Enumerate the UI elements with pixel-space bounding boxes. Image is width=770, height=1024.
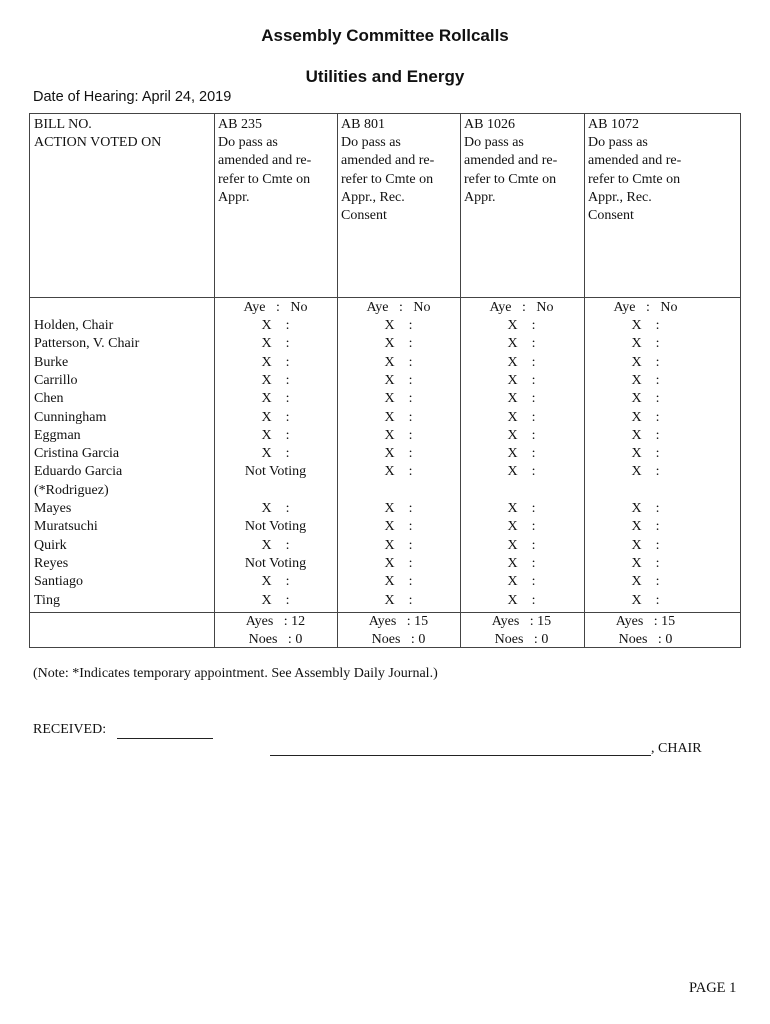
vote-cell: X : xyxy=(384,555,413,571)
vote-cell: X : xyxy=(261,391,290,407)
vote-cell: X : xyxy=(261,574,290,590)
row-divider xyxy=(30,297,740,298)
vote-cell: X : xyxy=(507,574,536,590)
vote-cell: X : xyxy=(631,372,660,388)
member-name: Burke xyxy=(34,354,69,370)
action-voted-on-label: ACTION VOTED ON xyxy=(34,135,162,150)
vote-cell: X : xyxy=(384,391,413,407)
ayes-total: Ayes : 15 xyxy=(368,614,429,629)
ayes-total: Ayes : 15 xyxy=(491,614,552,629)
vote-cell: X : xyxy=(631,427,660,443)
vote-cell: X : xyxy=(261,409,290,425)
vote-cell: X : xyxy=(261,354,290,370)
vote-cell: X : xyxy=(507,318,536,333)
member-name: Santiago xyxy=(34,574,83,590)
action-text-line: refer to Cmte on xyxy=(218,171,311,187)
action-text-line: Appr., Rec. xyxy=(588,189,652,205)
vote-cell: X : xyxy=(507,336,536,352)
vote-cell: X : xyxy=(384,336,413,352)
member-name: Quirk xyxy=(34,537,67,553)
member-name: Cunningham xyxy=(34,409,107,425)
vote-cell: X : xyxy=(631,336,660,352)
member-name: Holden, Chair xyxy=(34,318,114,333)
chair-signature-line xyxy=(270,755,651,756)
member-name: Ting xyxy=(34,592,60,608)
vote-cell: X : xyxy=(384,427,413,443)
vote-cell: X : xyxy=(261,336,290,352)
action-text-line: Appr. xyxy=(464,189,496,205)
bill-number: AB 1026 xyxy=(464,117,515,132)
hearing-date: Date of Hearing: April 24, 2019 xyxy=(33,89,232,105)
vote-cell: X : xyxy=(507,409,536,425)
vote-cell: X : xyxy=(631,318,660,333)
vote-cell: X : xyxy=(507,372,536,388)
vote-cell: Not Voting xyxy=(244,555,307,571)
received-signature-line xyxy=(117,738,213,739)
member-name: Cristina Garcia xyxy=(34,446,120,462)
vote-cell: X : xyxy=(261,592,290,608)
vote-cell: X : xyxy=(384,354,413,370)
member-name: Mayes xyxy=(34,501,72,516)
member-name: Chen xyxy=(34,391,64,407)
action-text-line: refer to Cmte on xyxy=(588,171,681,187)
vote-cell: X : xyxy=(631,555,660,571)
document-title: Assembly Committee Rollcalls xyxy=(261,26,509,45)
noes-total: Noes : 0 xyxy=(371,632,426,647)
vote-cell: X : xyxy=(631,409,660,425)
vote-cell: Not Voting xyxy=(244,519,307,535)
vote-cell: X : xyxy=(507,354,536,370)
committee-name: Utilities and Energy xyxy=(305,67,465,86)
action-text-line: refer to Cmte on xyxy=(341,171,434,187)
vote-cell: X : xyxy=(631,537,660,553)
vote-cell: X : xyxy=(507,592,536,608)
vote-cell: X : xyxy=(631,391,660,407)
ayes-total: Ayes : 12 xyxy=(245,614,306,629)
member-name: Patterson, V. Chair xyxy=(34,336,140,352)
vote-cell: Not Voting xyxy=(244,464,307,480)
action-text-line: amended and re- xyxy=(218,153,312,169)
vote-cell: X : xyxy=(507,464,536,480)
vote-cell: X : xyxy=(261,501,290,516)
vote-cell: X : xyxy=(384,464,413,480)
action-text-line: amended and re- xyxy=(341,153,435,169)
vote-cell: X : xyxy=(631,501,660,516)
vote-cell: X : xyxy=(631,464,660,480)
aye-no-header: Aye : No xyxy=(243,300,308,315)
action-text-line: Do pass as xyxy=(341,135,401,150)
vote-cell: X : xyxy=(631,519,660,535)
vote-cell: X : xyxy=(384,574,413,590)
action-text-line: Do pass as xyxy=(464,135,524,150)
temporary-appointment-note: (Note: *Indicates temporary appointment. See Assembly Daily Journal.) xyxy=(33,666,438,681)
action-text-line: amended and re- xyxy=(588,153,682,169)
vote-cell: X : xyxy=(261,537,290,553)
vote-cell: X : xyxy=(507,391,536,407)
action-text-line: amended and re- xyxy=(464,153,558,169)
vote-cell: X : xyxy=(507,537,536,553)
bill-number: AB 235 xyxy=(218,117,262,132)
vote-cell: X : xyxy=(384,592,413,608)
vote-cell: X : xyxy=(384,446,413,462)
vote-cell: X : xyxy=(507,446,536,462)
ayes-total: Ayes : 15 xyxy=(615,614,676,629)
vote-cell: X : xyxy=(507,501,536,516)
vote-cell: X : xyxy=(384,372,413,388)
vote-cell: X : xyxy=(384,501,413,516)
aye-no-header: Aye : No xyxy=(366,300,431,315)
noes-total: Noes : 0 xyxy=(618,632,673,647)
vote-cell: X : xyxy=(261,427,290,443)
bill-number: AB 801 xyxy=(341,117,385,132)
action-text-line: Appr. xyxy=(218,189,250,205)
member-name: (*Rodriguez) xyxy=(34,482,109,498)
vote-cell: X : xyxy=(631,446,660,462)
aye-no-header: Aye : No xyxy=(613,300,678,315)
vote-cell: X : xyxy=(631,574,660,590)
bill-number: AB 1072 xyxy=(588,117,639,132)
vote-cell: X : xyxy=(384,537,413,553)
bill-no-label: BILL NO. xyxy=(34,117,92,132)
member-name: Eggman xyxy=(34,427,81,443)
page-number: PAGE 1 xyxy=(689,980,737,996)
vote-cell: X : xyxy=(631,354,660,370)
aye-no-header: Aye : No xyxy=(489,300,554,315)
member-name: Eduardo Garcia xyxy=(34,464,123,480)
vote-cell: X : xyxy=(507,555,536,571)
vote-cell: X : xyxy=(507,427,536,443)
vote-cell: X : xyxy=(384,318,413,333)
vote-cell: X : xyxy=(261,446,290,462)
vote-cell: X : xyxy=(507,519,536,535)
received-label: RECEIVED: xyxy=(33,722,107,737)
noes-total: Noes : 0 xyxy=(494,632,549,647)
chair-label: , CHAIR xyxy=(651,741,702,756)
member-name: Carrillo xyxy=(34,372,78,388)
action-text-line: Consent xyxy=(341,208,387,224)
action-text-line: refer to Cmte on xyxy=(464,171,557,187)
vote-cell: X : xyxy=(384,519,413,535)
noes-total: Noes : 0 xyxy=(248,632,303,647)
vote-cell: X : xyxy=(261,372,290,388)
rollcall-table xyxy=(29,113,741,648)
member-name: Muratsuchi xyxy=(34,519,98,535)
action-text-line: Do pass as xyxy=(588,135,648,150)
vote-cell: X : xyxy=(261,318,290,333)
action-text-line: Do pass as xyxy=(218,135,278,150)
vote-cell: X : xyxy=(631,592,660,608)
vote-cell: X : xyxy=(384,409,413,425)
action-text-line: Appr., Rec. xyxy=(341,189,405,205)
action-text-line: Consent xyxy=(588,208,634,224)
member-name: Reyes xyxy=(34,555,69,571)
